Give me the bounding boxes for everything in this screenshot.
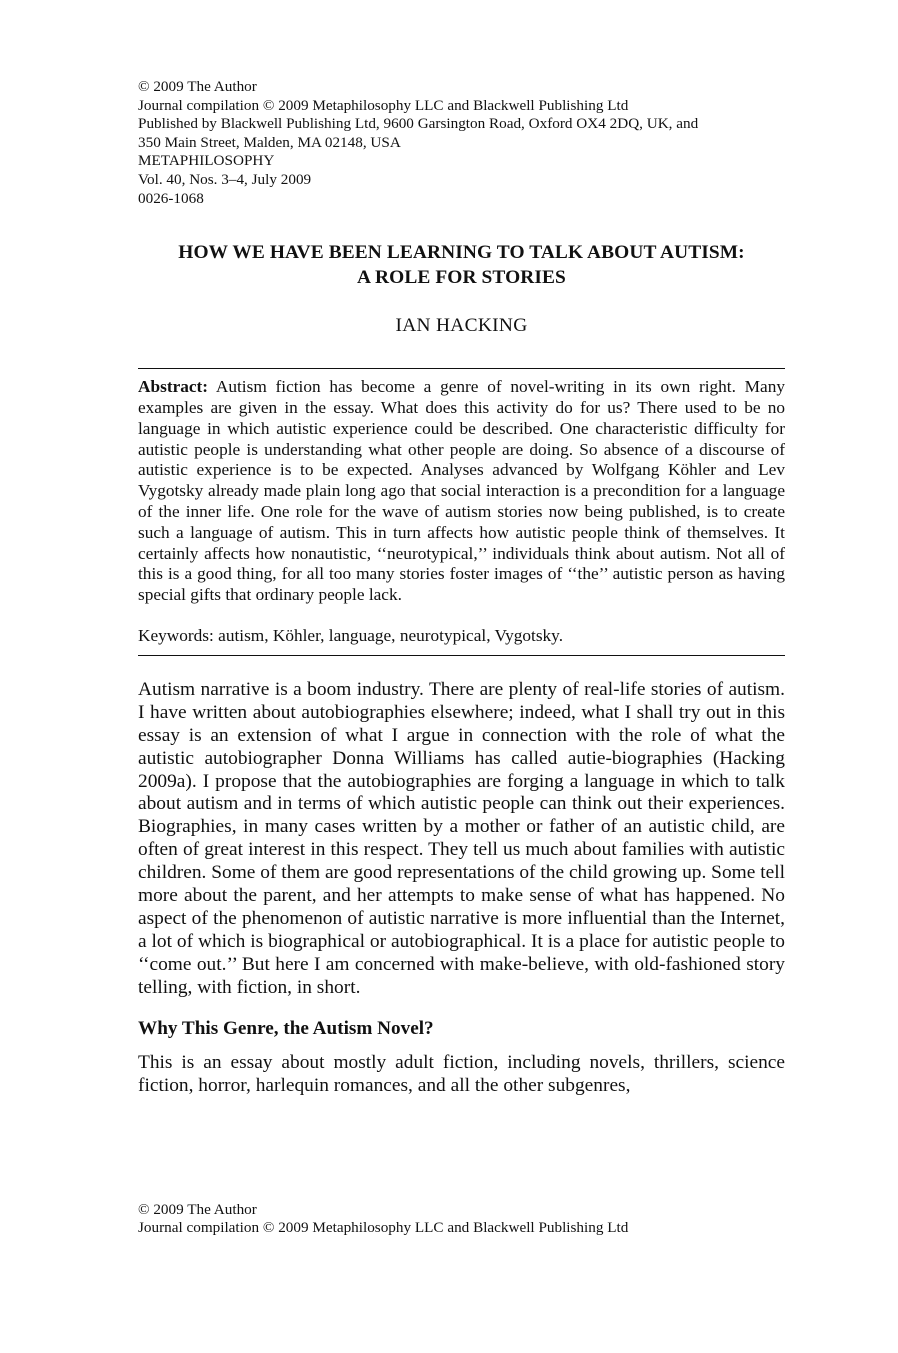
abstract xyxy=(138,377,785,606)
copyright-line: © 2009 The Author xyxy=(138,78,257,95)
journal-compilation-line: Journal compilation © 2009 Metaphilosophy LLC and Blackwell Publishing Ltd xyxy=(138,96,629,114)
abstract-bottom-rule xyxy=(138,655,785,656)
body-paragraph-2: This is an essay about mostly adult fiction, including novels, thrillers, science fiction, horror, harlequin romances, and all the other subgenres, xyxy=(138,1051,785,1096)
volume-info: Vol. 40, Nos. 3–4, July 2009 xyxy=(138,170,312,188)
journal-header xyxy=(138,78,785,208)
abstract-top-rule xyxy=(138,368,785,369)
publisher-line: Published by Blackwell Publishing Ltd, 9600 Garsington Road, Oxford OX4 2DQ, UK, and xyxy=(138,115,699,133)
author-name: IAN HACKING xyxy=(395,315,528,337)
article-title xyxy=(138,240,785,290)
issn: 0026-1068 xyxy=(138,189,204,207)
title-line-2: A ROLE FOR STORIES xyxy=(357,267,566,289)
section-heading: Why This Genre, the Autism Novel? xyxy=(138,1017,434,1039)
footer-copyright: © 2009 The Author xyxy=(138,1201,257,1218)
article-page xyxy=(138,78,785,1097)
publisher-address-line: 350 Main Street, Malden, MA 02148, USA xyxy=(138,133,401,151)
abstract-text: Autism fiction has become a genre of novel-writing in its own right. Many examples are given in the essay. What does this activity do for us? There used to be no language in which autistic experience could be described. One characteristic difficulty for autistic people is understanding what other people are doing. So absence of a discourse of autistic experience is to be expected. Analyses advanced by Wolfgang Köhler and Lev Vygotsky already made plain long ago that social interaction is a precondition for a language of the inner life. One role for the wave of autism stories now being published, is to create such a language of autism. This in turn affects how autistic people think of themselves. It certainly affects how nonautistic, ‘‘neurotypical,’’ individuals think about autism. Not all of this is a good thing, for all too many stories foster images of ‘‘the’’ autistic person as having special gifts that ordinary people lack. xyxy=(138,377,785,605)
abstract-label: Abstract: xyxy=(138,377,209,397)
body-paragraph-1: Autism narrative is a boom industry. There are plenty of real-life stories of autism. I have written about autobiographies elsewhere; indeed, what I shall try out in this essay is an extension of what I argue in connection with the role of what the autistic autobiographer Donna Williams has called autie-biographies (Hacking 2009a). I propose that the autobiographies are forging a language in which to talk about autism and in terms of which autistic people can think out their experiences. Biographies, in many cases written by a mother or father of an autistic child, are often of great interest in this respect. They tell us much about families with autistic children. Some of them are good representations of the child growing up. Some tell more about the parent, and her attempts to make sense of what has happened. No aspect of the phenomenon of autistic narrative is more influential than the Internet, a lot of which is biographical or autobiographical. It is a place for autistic people to ‘‘come out.’’ But here I am concerned with make-believe, with old-fashioned story telling, with fiction, in short. xyxy=(138,678,785,998)
journal-name: METAPHILOSOPHY xyxy=(138,152,275,170)
page-footer xyxy=(138,1201,785,1238)
footer-journal-compilation: Journal compilation © 2009 Metaphilosophy LLC and Blackwell Publishing Ltd xyxy=(138,1219,629,1237)
keywords: Keywords: autism, Köhler, language, neurotypical, Vygotsky. xyxy=(138,625,564,645)
title-line-1: HOW WE HAVE BEEN LEARNING TO TALK ABOUT AUTISM: xyxy=(178,242,745,264)
